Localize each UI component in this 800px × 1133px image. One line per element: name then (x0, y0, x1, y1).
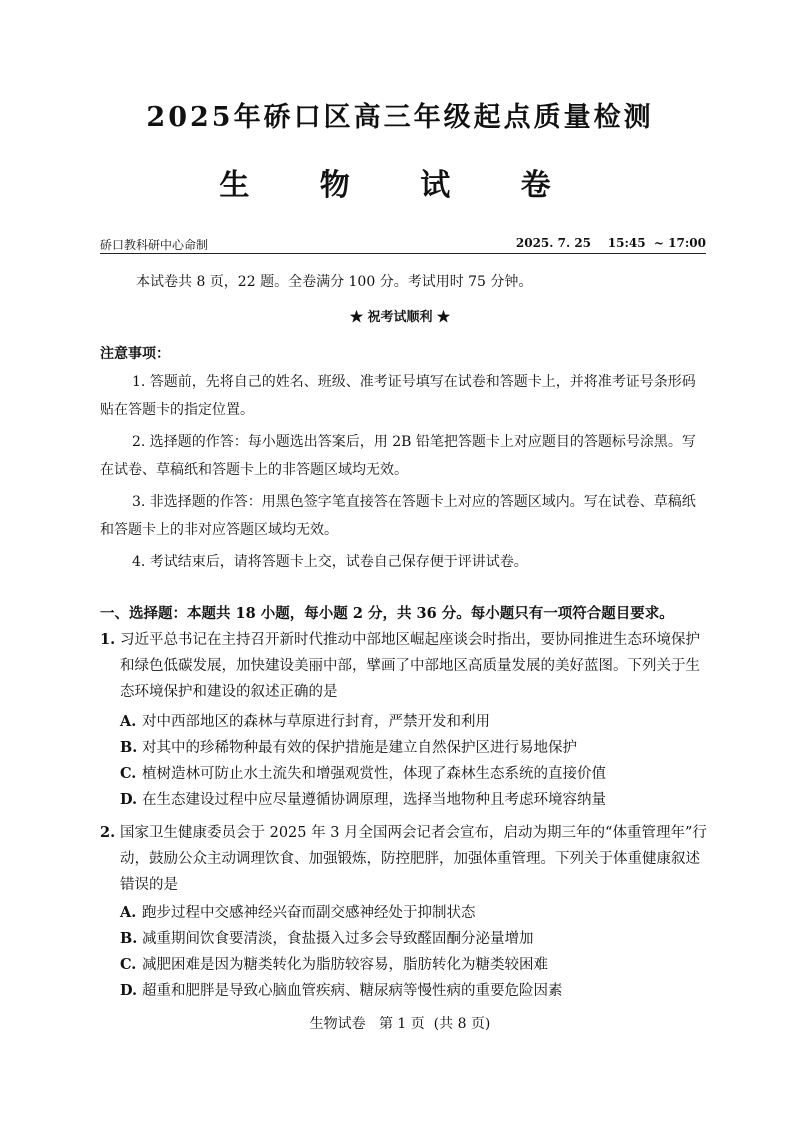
issuer-text: 硚口教科研中心命制 (100, 238, 209, 252)
question-option (120, 762, 606, 786)
exam-intro: 本试卷共 8 页，22 题。全卷满分 100 分。考试用时 75 分钟。 (136, 274, 533, 290)
option-letter: C. (120, 765, 137, 782)
section-heading: 一、选择题：本题共 18 小题，每小题 2 分，共 36 分。每小题只有一项符合题目要求。 (100, 605, 674, 622)
question-option (120, 979, 563, 1003)
note-item: 2. 选择题的作答：每小题选出答案后，用 2B 铅笔把答题卡上对应题目的答题标号涂黑。写在试卷、草稿纸和答题卡上的非答题区域均无效。 (100, 434, 696, 478)
question-option (120, 710, 490, 734)
header-info-row (100, 236, 706, 253)
question-text: 习近平总书记在主持召开新时代推动中部地区崛起座谈会时指出，要协同推进生态环境保护和绿色低碳发展，加快建设美丽中部，擘画了中部地区高质量发展的美好蓝图。下列关于生态环境保护和建设的叙述正确的是 (120, 632, 700, 700)
option-text: 超重和肥胖是导致心脑血管疾病、糖尿病等慢性病的重要危险因素 (142, 983, 563, 999)
option-letter: A. (120, 904, 137, 921)
option-text: 在生态建设过程中应尽量遵循协调原理，选择当地物种且考虑环境容纳量 (142, 792, 606, 808)
question-option (120, 788, 606, 812)
option-letter: B. (120, 739, 138, 756)
question-option (120, 736, 577, 760)
question-option (120, 927, 534, 951)
header-divider (100, 253, 706, 254)
option-letter: D. (120, 982, 138, 999)
question-text: 国家卫生健康委员会于 2025 年 3 月全国两会记者会宣布，启动为期三年的“体重管理年”行动，鼓励公众主动调理饮食、加强锻炼，防控肥胖，加强体重管理。下列关于体重健康叙述错误的是 (120, 825, 707, 893)
subject-title: 生 物 试 卷 (219, 168, 581, 203)
page-footer: 生物试卷 第 1 页 (共 8 页) (309, 1016, 491, 1032)
question-stem (100, 627, 710, 705)
option-letter: B. (120, 930, 138, 947)
option-letter: C. (120, 956, 137, 973)
option-text: 减肥困难是因为糖类转化为脂肪较容易，脂肪转化为糖类较困难 (142, 957, 548, 973)
option-text: 跑步过程中交感神经兴奋而副交感神经处于抑制状态 (142, 905, 476, 921)
exam-datetime: 2025. 7. 25 15:45 ~ 17:00 (515, 236, 706, 250)
question-option (120, 901, 476, 925)
option-text: 对其中的珍稀物种最有效的保护措施是建立自然保护区进行易地保护 (142, 740, 577, 756)
note-item: 4. 考试结束后，请将答题卡上交，试卷自己保存便于评讲试卷。 (132, 554, 528, 570)
option-text: 减重期间饮食要清淡，食盐摄入过多会导致醛固酮分泌量增加 (142, 931, 534, 947)
option-text: 对中西部地区的森林与草原进行封育，严禁开发和利用 (142, 714, 490, 730)
option-text: 植树造林可防止水土流失和增强观赏性，体现了森林生态系统的直接价值 (142, 766, 606, 782)
option-letter: A. (120, 713, 137, 730)
question-stem (100, 820, 710, 898)
option-letter: D. (120, 791, 138, 808)
note-item: 1. 答题前，先将自己的姓名、班级、准考证号填写在试卷和答题卡上，并将准考证号条形码贴在答题卡的指定位置。 (100, 374, 696, 418)
good-luck-line: ★ 祝考试顺利 ★ (349, 310, 451, 325)
question-option (120, 953, 548, 977)
exam-title: 2025年硚口区高三年级起点质量检测 (146, 102, 654, 133)
question-number: 2. (100, 824, 116, 841)
note-item: 3. 非选择题的作答：用黑色签字笔直接答在答题卡上对应的答题区域内。写在试卷、草稿纸和答题卡上的非对应答题区域均无效。 (100, 494, 696, 538)
question-number: 1. (100, 631, 116, 648)
notes-heading: 注意事项： (100, 346, 170, 362)
